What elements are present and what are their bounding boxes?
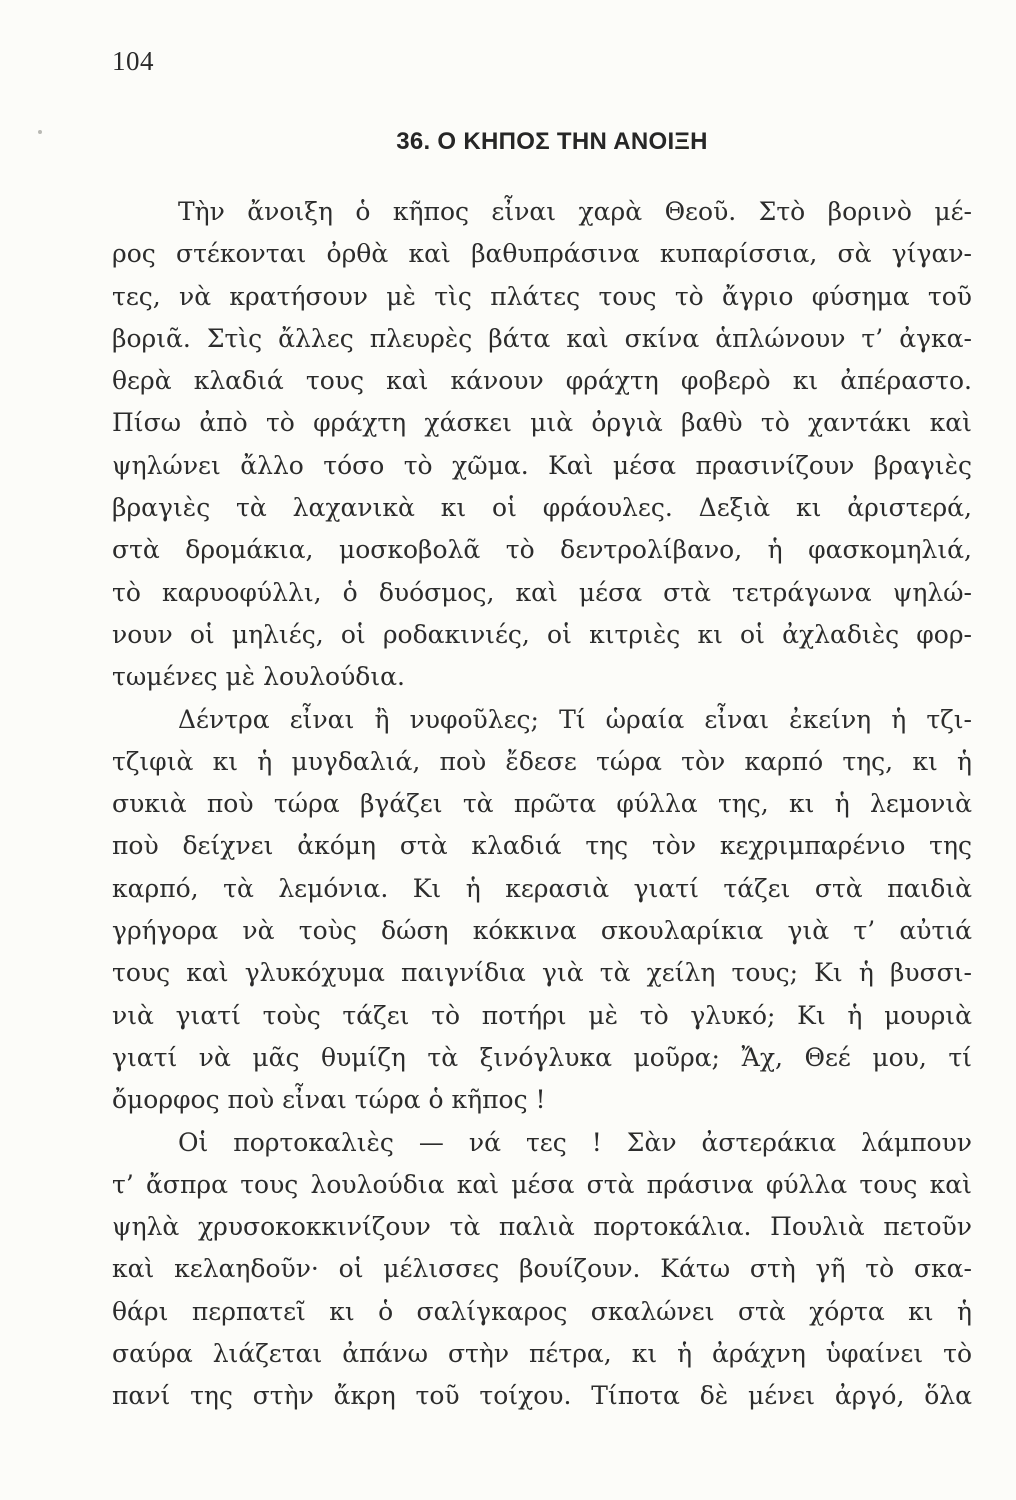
text-line: τες, νὰ κρατήσουν μὲ τὶς πλάτες τους τὸ ἄγριο φύσημα τοῦ xyxy=(112,281,972,311)
text-line: νουν οἱ μηλιές, οἱ ροδακινιές, οἱ κιτριὲς κι οἱ ἀχλαδιὲς φορ- xyxy=(112,619,972,649)
text-line: ψηλὰ χρυσοκοκκινίζουν τὰ παλιὰ πορτοκάλια. Πουλιὰ πετοῦν xyxy=(112,1212,972,1242)
text-line: Οἱ πορτοκαλιὲς — νά τες ! Σὰν ἀστεράκια λάμπουν xyxy=(178,1127,972,1157)
text-line: βοριᾶ. Στὶς ἄλλες πλευρὲς βάτα καὶ σκίνα ἁπλώνουν τ’ ἀγκα- xyxy=(112,323,972,353)
text-body xyxy=(112,191,972,1418)
text-line: σαύρα λιάζεται ἀπάνω στὴν πέτρα, κι ἡ ἀράχνη ὑφαίνει τὸ xyxy=(112,1339,972,1369)
text-line: τους καὶ γλυκόχυμα παιγνίδια γιὰ τὰ χείλη τους; Κι ἡ βυσσι- xyxy=(112,958,972,988)
text-line: συκιὰ ποὺ τώρα βγάζει τὰ πρῶτα φύλλα της, κι ἡ λεμονιὰ xyxy=(112,789,972,819)
text-line: νιὰ γιατί τοὺς τάζει τὸ ποτήρι μὲ τὸ γλυκό; Κι ἡ μουριὰ xyxy=(112,1000,972,1030)
text-line: καὶ κελαηδοῦν· οἱ μέλισσες βουίζουν. Κάτω στὴ γῆ τὸ σκα- xyxy=(112,1254,972,1284)
text-line: θερὰ κλαδιά τους καὶ κάνουν φράχτη φοβερὸ κι ἀπέραστο. xyxy=(112,366,972,396)
text-line: γρήγορα νὰ τοὺς δώση κόκκινα σκουλαρίκια γιὰ τ’ αὐτιά xyxy=(112,916,972,946)
text-line: Πίσω ἀπὸ τὸ φράχτη χάσκει μιὰ ὀργιὰ βαθὺ τὸ χαντάκι καὶ xyxy=(112,408,972,438)
text-line: Δέντρα εἶναι ἢ νυφοῦλες; Τί ὡραία εἶναι ἐκείνη ἡ τζι- xyxy=(178,704,972,734)
text-line: ψηλώνει ἄλλο τόσο τὸ χῶμα. Καὶ μέσα πρασινίζουν βραγιὲς xyxy=(112,450,972,480)
chapter-title: 36. Ο ΚΗΠΟΣ ΤΗΝ ΑΝΟΙΞΗ xyxy=(396,128,708,155)
text-line: τὸ καρυοφύλλι, ὁ δυόσμος, καὶ μέσα στὰ τετράγωνα ψηλώ- xyxy=(112,577,972,607)
text-line: Τὴν ἄνοιξη ὁ κῆπος εἶναι χαρὰ Θεοῦ. Στὸ βορινὸ μέ- xyxy=(178,197,972,226)
page-number: 104 xyxy=(112,46,154,76)
text-line: καρπό, τὰ λεμόνια. Κι ἡ κερασιὰ γιατί τάζει στὰ παιδιὰ xyxy=(112,873,972,903)
text-line: στὰ δρομάκια, μοσκοβολᾶ τὸ δεντρολίβανο, ἡ φασκομηλιά, xyxy=(112,535,972,565)
text-line: βραγιὲς τὰ λαχανικὰ κι οἱ φράουλες. Δεξιὰ κι ἀριστερά, xyxy=(112,493,972,523)
text-line: γιατί νὰ μᾶς θυμίζη τὰ ξινόγλυκα μοῦρα; Ἄχ, Θεέ μου, τί xyxy=(112,1042,972,1072)
text-line: ρος στέκονται ὀρθὰ καὶ βαθυπράσινα κυπαρίσσια, σὰ γίγαν- xyxy=(112,239,972,269)
text-line: τωμένες μὲ λουλούδια. xyxy=(112,662,405,692)
text-line: ποὺ δείχνει ἀκόμη στὰ κλαδιά της τὸν κεχριμπαρένιο της xyxy=(112,831,972,861)
text-line: πανί της στὴν ἄκρη τοῦ τοίχου. Τίποτα δὲ μένει ἀργό, ὅλα xyxy=(112,1381,972,1411)
text-line: τ’ ἄσπρα τους λουλούδια καὶ μέσα στὰ πράσινα φύλλα τους καὶ xyxy=(112,1169,972,1199)
text-line: ὄμορφος ποὺ εἶναι τώρα ὁ κῆπος ! xyxy=(112,1085,546,1115)
text-line: θάρι περπατεῖ κι ὁ σαλίγκαρος σκαλώνει στὰ χόρτα κι ἡ xyxy=(112,1296,972,1326)
text-line: τζιφιὰ κι ἡ μυγδαλιά, ποὺ ἔδεσε τώρα τὸν καρπό της, κι ἡ xyxy=(112,746,972,776)
